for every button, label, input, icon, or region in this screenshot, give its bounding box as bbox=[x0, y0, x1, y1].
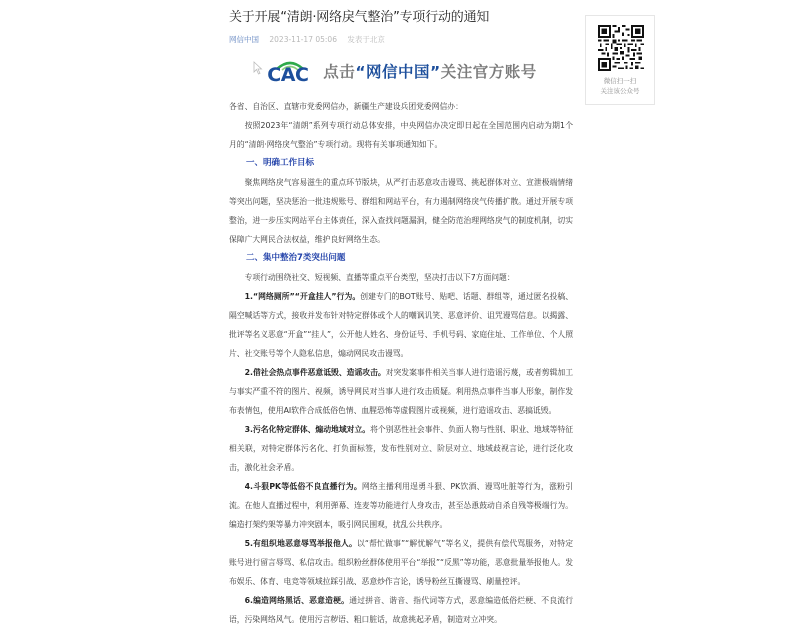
problem-item-4-title: 4.斗狠PK等低俗不良直播行为。 bbox=[244, 482, 362, 491]
problem-item-1-text: 创建专门的BOT账号、贴吧、话题、群组等，通过匿名投稿、隔空喊话等方式，接收并发布针对特定群体或个人的嘲讽讥笑、恶意评价、诅咒谩骂信息。以揭露、批评等名义恶意“开盒”“挂人”，公开他人姓名、身份证号、手机号码、家庭住址、工作单位、个人照片、社交账号等个人隐私信息，煽动网民攻击谩骂。 bbox=[229, 292, 573, 358]
problem-item-3-title: 3.污名化特定群体、煽动地域对立。 bbox=[244, 425, 371, 434]
section-heading-1: 一、明确工作目标 bbox=[246, 158, 315, 168]
article-meta bbox=[229, 34, 573, 46]
problem-item-6 bbox=[229, 591, 573, 629]
problem-item-1-title: 1.“网络厕所”“开盒挂人”行为。 bbox=[244, 292, 361, 301]
article-title: 关于开展“清朗·网络戾气整治”专项行动的通知 bbox=[229, 10, 490, 25]
qr-caption-line2: 关注该公众号 bbox=[600, 87, 640, 95]
intro-paragraph: 按照2023年“清朗”系列专项行动总体安排，中央网信办决定即日起在全国范围内启动为期1个月的“清朗·网络戾气整治”专项行动。现将有关事项通知如下。 bbox=[229, 121, 573, 149]
problem-item-2-title: 2.借社会热点事件恶意诋毁、造谣攻击。 bbox=[244, 368, 386, 377]
article-body bbox=[229, 97, 573, 629]
salutation: 各省、自治区、直辖市党委网信办，新疆生产建设兵团党委网信办： bbox=[229, 102, 463, 111]
problem-item-4 bbox=[229, 477, 573, 534]
publish-time: 2023-11-17 05:06 bbox=[269, 35, 337, 44]
banner-suffix: 关注官方账号 bbox=[440, 63, 537, 81]
problem-item-5-text: 以“帮忙做事”“解忧解气”等名义，提供有偿代骂服务，对特定账号进行留言辱骂、私信攻击。组织粉丝群体使用平台“举报”“反黑”等功能，恶意批量举报他人。发布娱乐、体育、电竞等领域拉踩引战、恶意炒作言论，诱导粉丝互撕谩骂、刷量控评。 bbox=[229, 539, 574, 586]
problems-intro: 专项行动围绕社交、短视频、直播等重点平台类型，坚决打击以下7方面问题： bbox=[244, 273, 515, 282]
goal-paragraph: 聚焦网络戾气容易滋生的重点环节版块，从严打击恶意攻击谩骂、挑起群体对立、宣泄极端情绪等突出问题，坚决惩治一批违规账号、群组和网站平台，有力遏制网络戾气传播扩散。通过开展专项整治，进一步压实网站平台主体责任，深入查找问题漏洞，健全防范治理网络戾气的制度机制，切实保障广大网民合法权益，维护良好网络生态。 bbox=[229, 178, 573, 244]
problem-item-2 bbox=[229, 363, 573, 420]
cac-logo-text: CAC bbox=[267, 64, 309, 86]
banner-prefix: 点击 bbox=[323, 63, 356, 81]
qr-card bbox=[585, 15, 655, 105]
cac-logo bbox=[265, 57, 313, 85]
problem-item-5 bbox=[229, 534, 573, 591]
problem-item-2-text: 对突发案事件相关当事人进行造谣污蔑，或者剪辑加工与事实严重不符的图片、视频，诱导网民对当事人进行攻击质疑。利用热点事件当事人形象，制作发布表情包，使用AI软件合成低俗色情、血腥恐怖等虚假图片或视频，进行造谣攻击、恶搞诋毁。 bbox=[229, 368, 574, 415]
banner-highlight: “网信中国” bbox=[355, 63, 441, 81]
problem-item-4-text: 网络主播利用逞勇斗狠、PK饮酒、谩骂吐脏等行为，涨粉引流。在他人直播过程中，利用弹幕、连麦等功能进行人身攻击，甚至怂恿鼓动自杀自残等极端行为。编造打架约架等暴力冲突剧本，吸引网民围观，扰乱公共秩序。 bbox=[229, 482, 573, 529]
publish-location: 发表于北京 bbox=[347, 35, 385, 44]
problem-item-6-title: 6.编造网络黑话、恶意造梗。 bbox=[244, 596, 350, 605]
qr-caption bbox=[586, 76, 654, 96]
problem-item-6-text: 通过拼音、谐音、指代词等方式，恶意编造低俗烂梗、不良流行语，污染网络风气。使用污言秽语、粗口脏话，故意挑起矛盾，制造对立冲突。 bbox=[229, 596, 574, 624]
mouse-cursor-icon bbox=[253, 61, 263, 75]
qr-caption-line1: 微信扫一扫 bbox=[603, 77, 637, 85]
source-link[interactable]: 网信中国 bbox=[229, 35, 259, 44]
qr-code-icon[interactable] bbox=[598, 25, 644, 71]
section-heading-2: 二、集中整治7类突出问题 bbox=[246, 253, 346, 263]
banner-text bbox=[323, 60, 536, 82]
follow-banner[interactable] bbox=[229, 55, 573, 87]
problem-item-1 bbox=[229, 287, 573, 363]
article bbox=[229, 8, 573, 629]
problem-item-3 bbox=[229, 420, 573, 477]
problem-item-5-title: 5.有组织地恶意辱骂举报他人。 bbox=[244, 539, 357, 548]
problem-item-3-text: 将个别恶性社会事件、负面人物与性别、职业、地域等特征相关联，对特定群体污名化、打负面标签，发布性别对立、阶层对立、地域歧视言论，进行泛化攻击，激化社会矛盾。 bbox=[229, 425, 574, 472]
